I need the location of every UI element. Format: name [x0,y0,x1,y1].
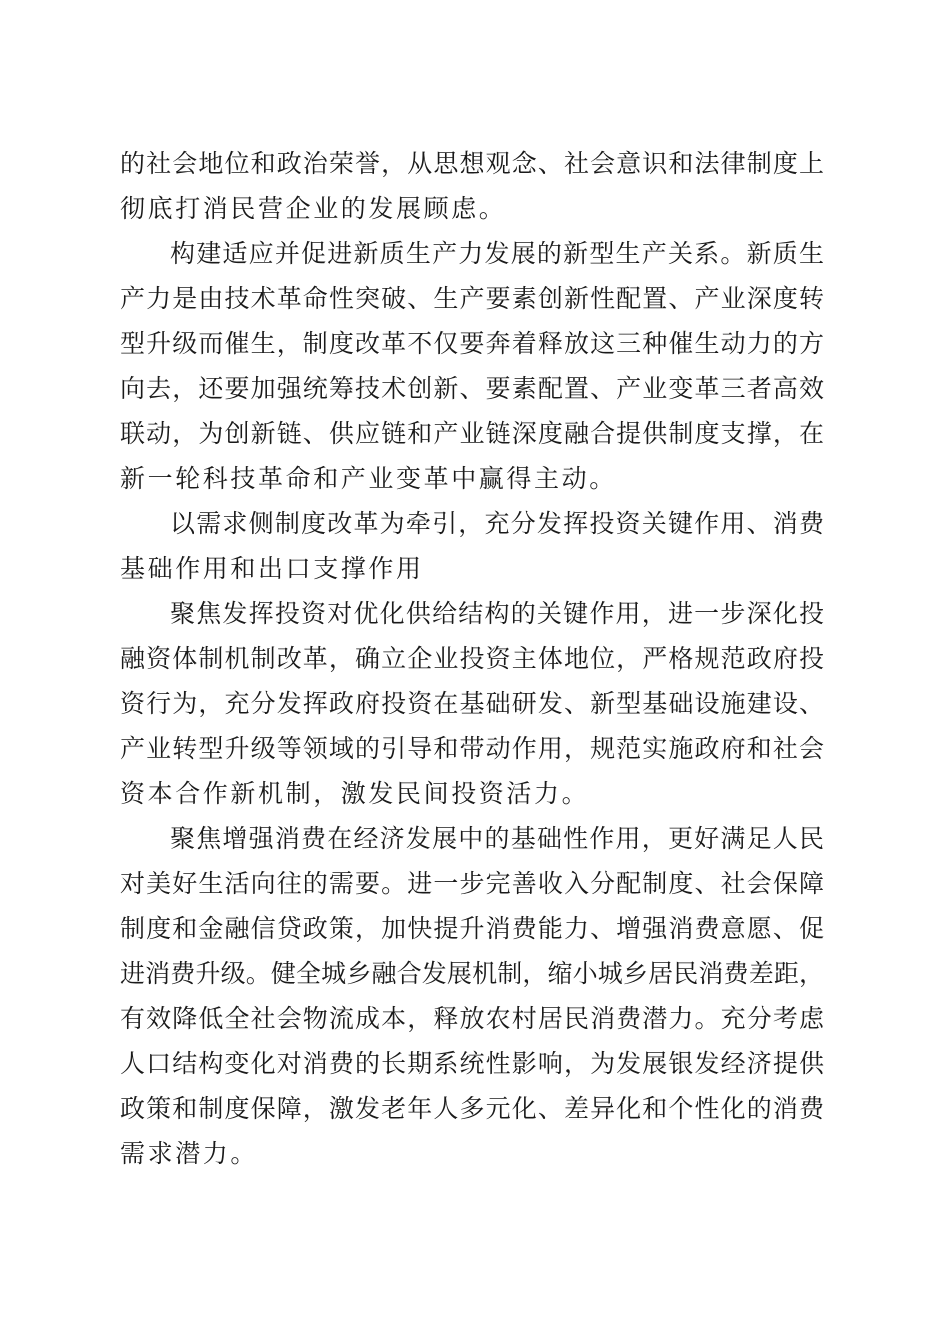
paragraph-line: 人口结构变化对消费的长期系统性影响，为发展银发经济提供 [120,1049,824,1078]
paragraph-line: 资本合作新机制，激发民间投资活力。 [120,779,590,808]
paragraph-line: 产业转型升级等领域的引导和带动作用，规范实施政府和社会 [120,734,824,763]
paragraph-line: 有效降低全社会物流成本，释放农村居民消费潜力。充分考虑 [120,1004,824,1033]
paragraph-line: 融资体制机制改革，确立企业投资主体地位，严格规范政府投 [120,644,824,673]
paragraph-line: 需求潜力。 [120,1139,259,1168]
paragraph-line: 向去，还要加强统筹技术创新、要素配置、产业变革三者高效 [120,374,824,403]
paragraph-line: 进消费升级。健全城乡融合发展机制，缩小城乡居民消费差距， [120,959,824,988]
paragraph-line: 新一轮科技革命和产业变革中赢得主动。 [120,464,617,493]
paragraph-line: 型升级而催生，制度改革不仅要奔着释放这三种催生动力的方 [120,329,824,358]
paragraph-line: 资行为，充分发挥政府投资在基础研发、新型基础设施建设、 [120,689,824,718]
paragraph-line: 彻底打消民营企业的发展顾虑。 [120,194,507,223]
paragraph-first-line: 聚焦增强消费在经济发展中的基础性作用，更好满足人民 [170,824,824,853]
paragraph-first-line: 以需求侧制度改革为牵引，充分发挥投资关键作用、消费 [170,509,824,538]
paragraph-line: 的社会地位和政治荣誉，从思想观念、社会意识和法律制度上 [120,149,824,178]
document-body [120,141,824,1176]
paragraph-line: 联动，为创新链、供应链和产业链深度融合提供制度支撑，在 [120,419,824,448]
paragraph-first-line: 聚焦发挥投资对优化供给结构的关键作用，进一步深化投 [170,599,824,628]
paragraph-line: 对美好生活向往的需要。进一步完善收入分配制度、社会保障 [120,869,824,898]
paragraph-line: 政策和制度保障，激发老年人多元化、差异化和个性化的消费 [120,1094,824,1123]
paragraph-line: 基础作用和出口支撑作用 [120,554,424,583]
paragraph-line: 制度和金融信贷政策，加快提升消费能力、增强消费意愿、促 [120,914,824,943]
paragraph-first-line: 构建适应并促进新质生产力发展的新型生产关系。新质生 [170,239,824,268]
paragraph-line: 产力是由技术革命性突破、生产要素创新性配置、产业深度转 [120,284,824,313]
